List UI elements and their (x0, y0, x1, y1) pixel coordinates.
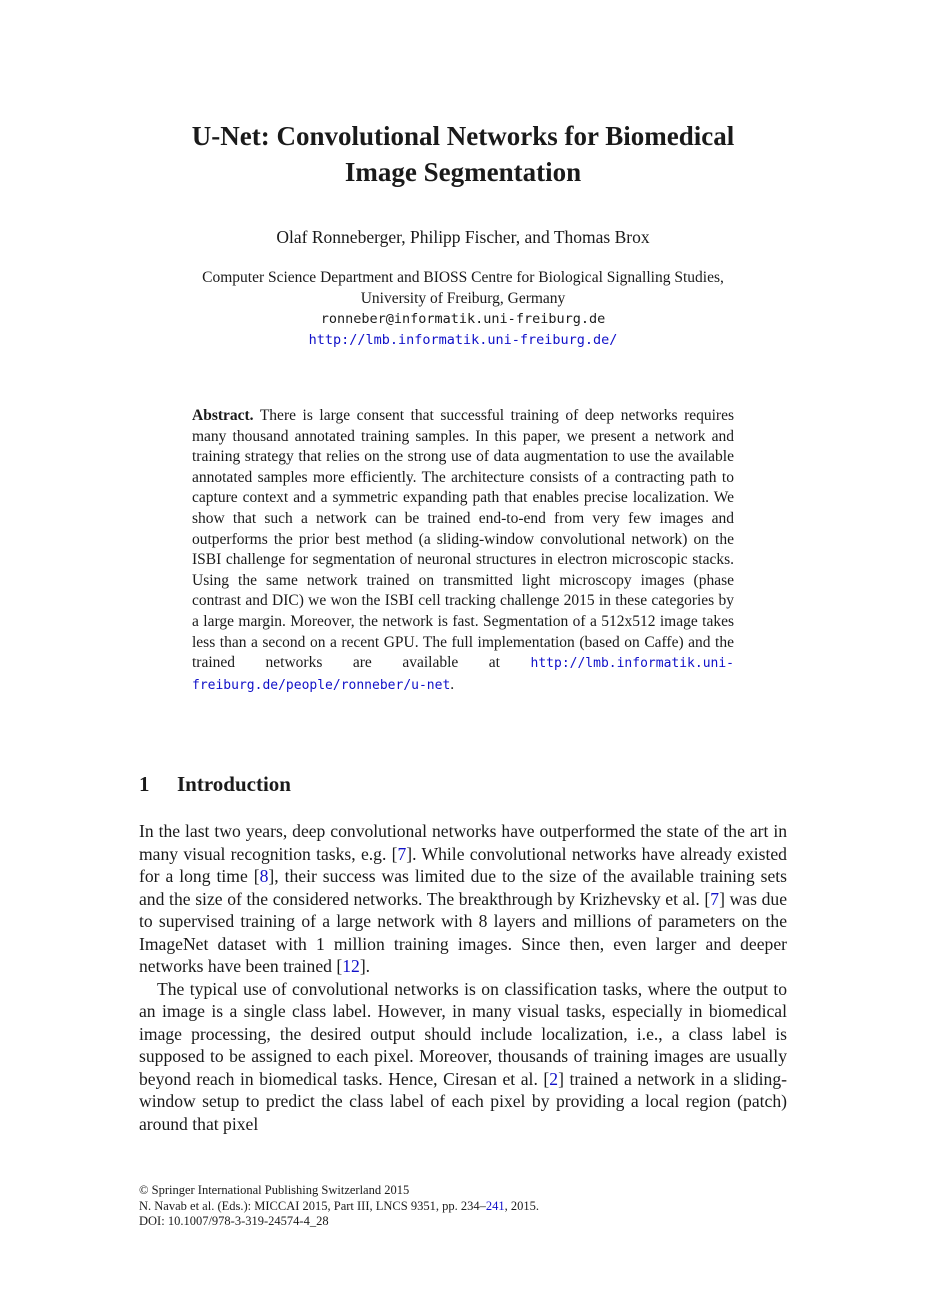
text-run: N. Navab et al. (Eds.): MICCAI 2015, Part III, LNCS 9351, pp. 234– (139, 1198, 486, 1213)
section-heading (139, 772, 291, 797)
abstract (192, 406, 734, 696)
text-run: ] trained a network in a sliding-window setup to predict the class label of each pixel by providing a local region (patch) around that pixel (139, 1068, 788, 1134)
text-run: ], their success was limited due to the size of the available training sets and the size of the considered networks. The breakthrough by Krizhevsky et al. [ (139, 866, 788, 909)
authors: Olaf Ronneberger, Philipp Fischer, and Thomas Brox (276, 227, 650, 247)
affiliation-line-1: Computer Science Department and BIOSS Centre for Biological Signalling Studies, (202, 269, 724, 286)
lab-url-link[interactable]: http://lmb.informatik.uni-freiburg.de/ (308, 331, 618, 348)
text-run: The typical use of convolutional networks is on classification tasks, where the output to an image is a single class label. However, in many visual tasks, especially in biomedical image processing, the desired output should include localization, i.e., a class label is supposed to be assigned to each pixel. Moreover, thousands of training images are usually beyond reach in biomedical tasks. Hence, Ciresan et al. [ (139, 978, 787, 1089)
code-url-link[interactable]: http://lmb.informatik.uni-freiburg.de/people/ronneber/u-net (192, 656, 735, 693)
doi: DOI: 10.1007/978-3-319-24574-4_28 (139, 1214, 329, 1228)
intro-paragraph-2 (139, 978, 787, 1136)
intro-paragraph-1 (139, 820, 787, 978)
section-title: Introduction (177, 772, 291, 796)
affiliation-block (0, 268, 926, 350)
citation-link[interactable]: 2 (549, 1068, 559, 1089)
citation-line (139, 1199, 539, 1215)
paper-title (0, 118, 926, 190)
title-line-1: U-Net: Convolutional Networks for Biomedical (191, 121, 735, 151)
abstract-end: . (450, 675, 455, 693)
citation-link[interactable]: 7 (397, 843, 407, 864)
section-number: 1 (139, 772, 150, 796)
text-run: ] was due to supervised training of a large network with 8 layers and millions of parameters on the ImageNet dataset with 1 million training images. Since then, even larger and deeper networks have been trained [ (139, 888, 788, 976)
page-footer (139, 1183, 539, 1230)
title-line-2: Image Segmentation (344, 157, 582, 187)
text-run: ]. While convolutional networks have already existed for a long time [ (139, 843, 787, 886)
citation-link[interactable]: 8 (259, 866, 269, 886)
copyright-notice: © Springer International Publishing Switzerland 2015 (139, 1183, 410, 1197)
affiliation-line-2: University of Freiburg, Germany (360, 289, 566, 307)
page-link[interactable]: 241 (485, 1198, 505, 1213)
author-email: ronneber@informatik.uni-freiburg.de (320, 311, 606, 327)
citation-link[interactable]: 7 (710, 888, 720, 909)
abstract-label: Abstract. (192, 407, 254, 424)
citation-link[interactable]: 12 (342, 956, 360, 976)
introduction-body (139, 820, 787, 1135)
abstract-text: There is large consent that successful training of deep networks requires many thousand annotated training samples. In this paper, we present a network and training strategy that relies on the strong use of data augmentation to use the available annotated samples more efficiently. The architecture consists of a contracting path to capture context and a symmetric expanding path that enables precise localization. We show that such a network can be trained end-to-end from very few images and outperforms the prior best method (a sliding-window convolutional network) on the ISBI challenge for segmentation of neuronal structures in electron microscopic stacks. Using the same network trained on transmitted light microscopy images (phase contrast and DIC) we won the ISBI cell tracking challenge 2015 in these categories by a large margin. Moreover, the network is fast. Segmentation of a 512x512 image takes less than a second on a recent GPU. The full implementation (based on Caffe) and the trained networks are available at (192, 407, 734, 672)
text-run: In the last two years, deep convolutional networks have outperformed the state of the art in many visual recognition tasks, e.g. [ (139, 821, 787, 864)
text-run: , 2015. (504, 1198, 539, 1213)
text-run: ]. (359, 956, 371, 976)
